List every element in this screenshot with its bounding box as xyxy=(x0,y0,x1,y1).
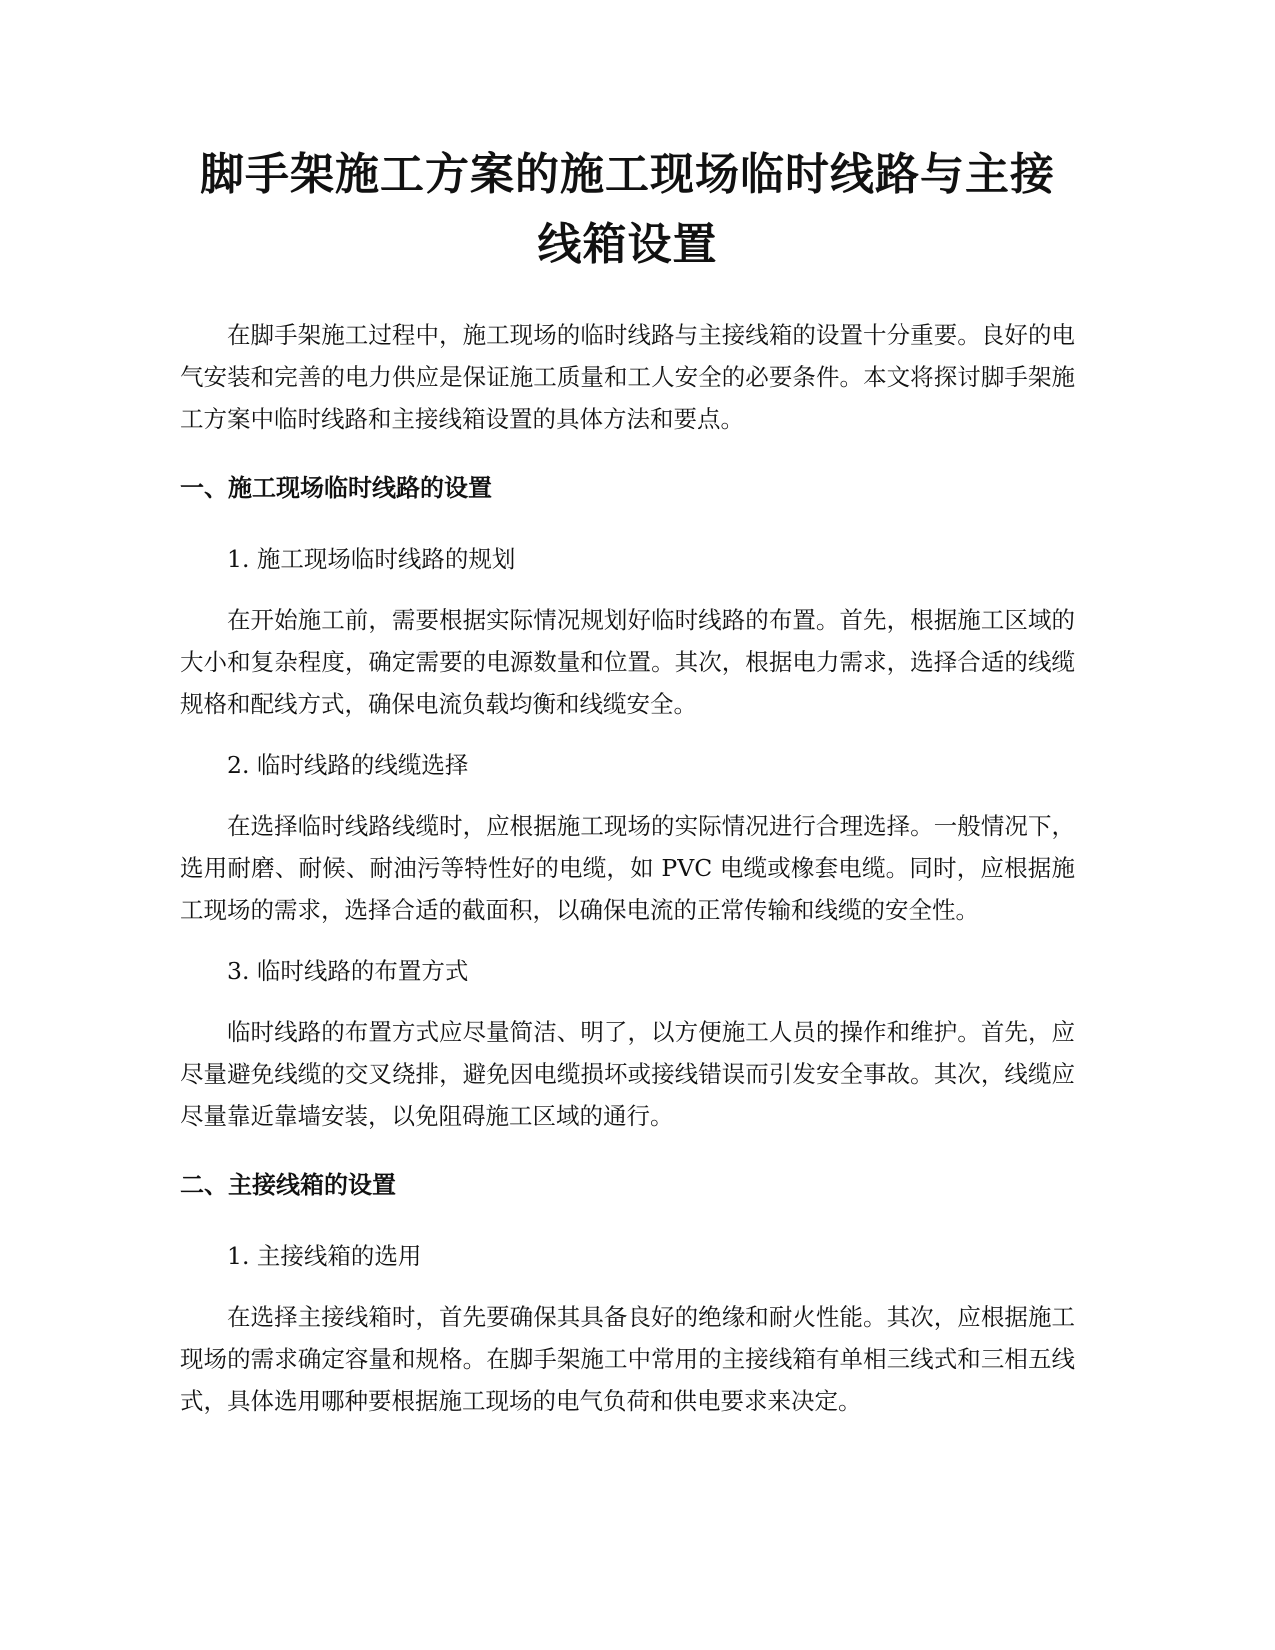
section-1-sub-2-body: 在选择临时线路线缆时，应根据施工现场的实际情况进行合理选择。一般情况下，选用耐磨、耐候、耐油污等特性好的电缆，如 PVC 电缆或橡套电缆。同时，应根据施工现场的需求，选择合适的截面积，以确保电流的正常传输和线缆的安全性。 xyxy=(180,812,1075,924)
section-2-sub-1-body: 在选择主接线箱时，首先要确保其具备良好的绝缘和耐火性能。其次，应根据施工现场的需求确定容量和规格。在脚手架施工中常用的主接线箱有单相三线式和三相五线式，具体选用哪种要根据施工现场的电气负荷和供电要求来决定。 xyxy=(180,1303,1075,1415)
section-1-sub-1-title: 1. 施工现场临时线路的规划 xyxy=(227,545,516,573)
section-1-sub-3-body: 临时线路的布置方式应尽量简洁、明了，以方便施工人员的操作和维护。首先，应尽量避免线缆的交叉绕排，避免因电缆损坏或接线错误而引发安全事故。其次，线缆应尽量靠近靠墙安装，以免阻碍施工区域的通行。 xyxy=(180,1018,1075,1130)
title-line-2: 线箱设置 xyxy=(537,219,718,270)
section-2-heading: 二、主接线箱的设置 xyxy=(180,1171,396,1199)
intro-paragraph: 在脚手架施工过程中，施工现场的临时线路与主接线箱的设置十分重要。良好的电气安装和完善的电力供应是保证施工质量和工人安全的必要条件。本文将探讨脚手架施工方案中临时线路和主接线箱设置的具体方法和要点。 xyxy=(180,321,1075,433)
section-2-sub-1-title: 1. 主接线箱的选用 xyxy=(227,1242,422,1270)
section-1-sub-2-title: 2. 临时线路的线缆选择 xyxy=(227,751,469,779)
title-line-1: 脚手架施工方案的施工现场临时线路与主接 xyxy=(200,149,1055,200)
section-1-sub-3-title: 3. 临时线路的布置方式 xyxy=(227,957,469,985)
document-page xyxy=(180,140,1075,1441)
document-title xyxy=(180,140,1075,280)
section-1-sub-1-body: 在开始施工前，需要根据实际情况规划好临时线路的布置。首先，根据施工区域的大小和复杂程度，确定需要的电源数量和位置。其次，根据电力需求，选择合适的线缆规格和配线方式，确保电流负载均衡和线缆安全。 xyxy=(180,606,1075,718)
section-1-heading: 一、施工现场临时线路的设置 xyxy=(180,474,492,502)
